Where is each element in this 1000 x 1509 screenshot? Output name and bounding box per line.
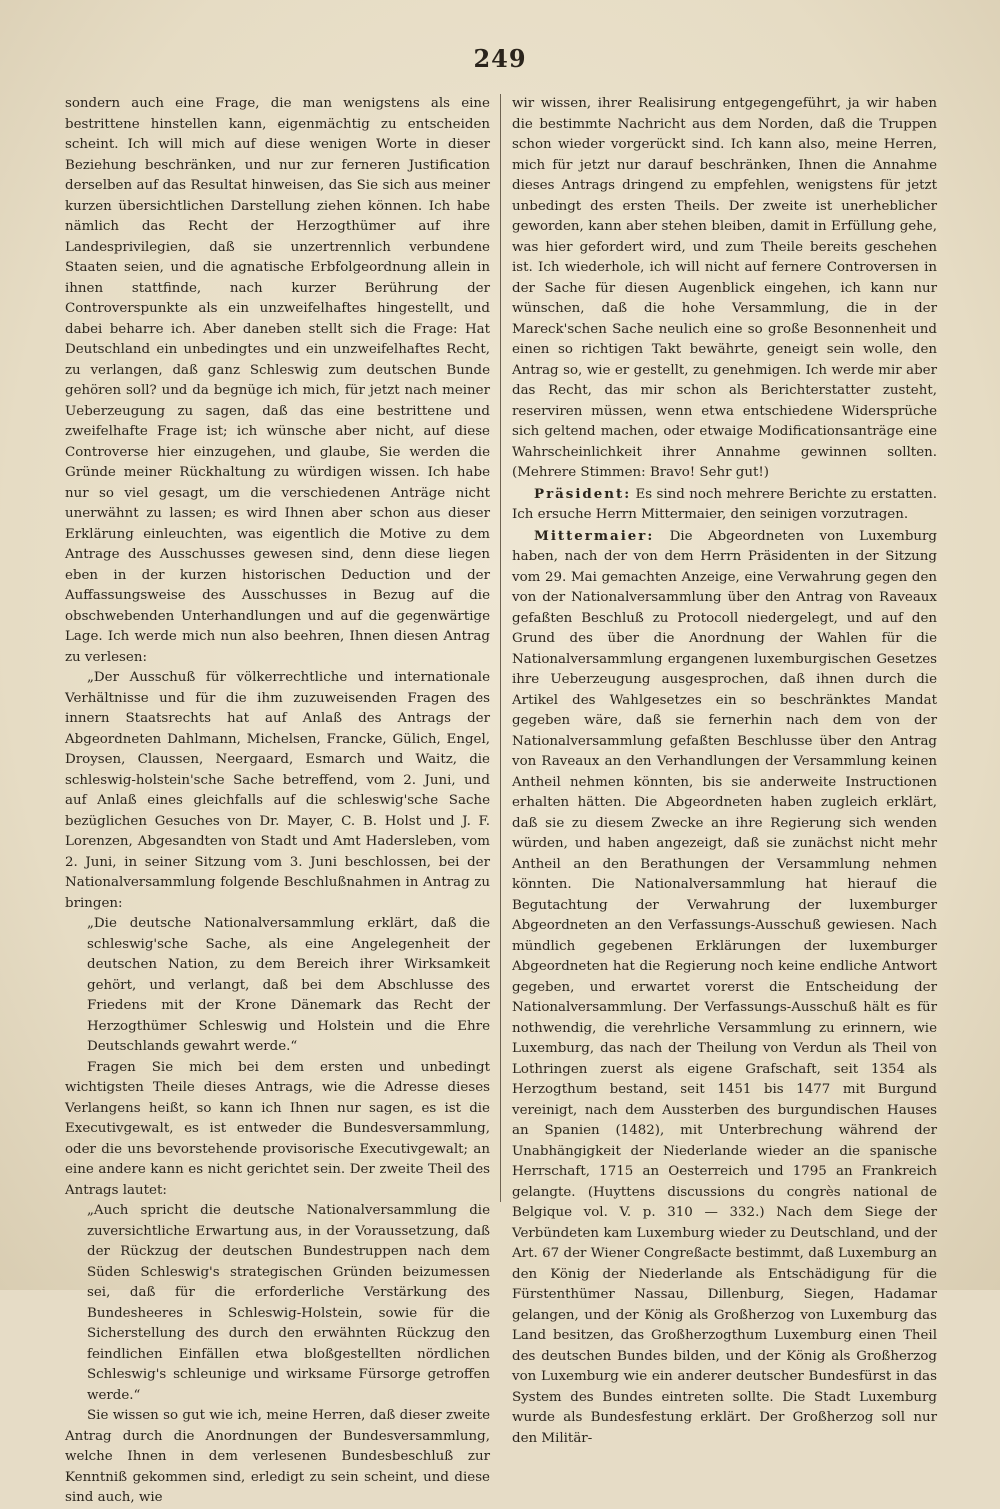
paragraph-right-2 [512,526,937,1450]
paragraph-left-2: „Die deutsche Nationalversammlung erklärt, daß die schleswig'sche Sache, als eine Angelegenheit der deutschen Nation, zu dem Bereich ihrer Wirksamkeit gehört, und verlangt, daß bei dem Abschlusse des Friedens mit der Krone Dänemark das Recht der Herzogthümer Schleswig und Holstein und die Ehre Deutschlands gewahrt werde.“ [87,916,490,1054]
paragraph-left-1: „Der Ausschuß für völkerrechtliche und internationale Verhältnisse und für die ihm zuzuweisenden Fragen des innern Staatsrechts hat auf Anlaß des Antrags der Abgeordneten Dahlmann, Michelsen, Francke, Gülich, Engel, Droysen, Claussen, Neergaard, Esmarch und Waitz, die schleswig-holstein'sche Sache betreffend, vom 2. Juni, und auf Anlaß eines gleichfalls auf die schleswig'sche Sache bezüglichen Gesuches von Dr. Mayer, C. B. Holst und J. F. Lorenzen, Abgesandten von Stadt und Amt Hadersleben, vom 2. Juni, in seiner Sitzung vom 3. Juni beschlossen, bei der Nationalversammlung folgende Beschlußnahmen in Antrag zu bringen: [65,670,490,911]
right-column [512,94,937,1449]
left-column [65,94,490,1509]
paragraph-right-1 [512,484,937,526]
column-divider [500,94,501,1202]
speaker-name: Mittermaier: [534,527,655,544]
speaker-name: Präsident: [534,485,632,502]
speech-text: Es sind noch mehrere Berichte zu erstatten. Ich ersuche Herrn Mittermaier, den seinigen vorzutragen. [512,486,937,522]
paragraph-left-4: „Auch spricht die deutsche Nationalversammlung die zuversichtliche Erwartung aus, in der Voraussetzung, daß der Rückzug der deutschen Bundestruppen nach dem Süden Schleswig's strategischen Gründen beizumessen sei, daß für die erforderliche Verstärkung des Bundesheeres in Schleswig-Holstein, sowie für die Sicherstellung des durch den erwähnten Rückzug den feindlichen Einfällen etwa bloßgestellten nördlichen Schleswig's schleunige und wirksame Fürsorge getroffen werde.“ [87,1203,490,1403]
page-number: 249 [473,44,527,73]
paragraph-left-0: sondern auch eine Frage, die man wenigstens als eine bestrittene hinstellen kann, eigenmächtig zu entscheiden scheint. Ich will mich auf diese wenigen Worte in dieser Beziehung beschränken, und nur zur ferneren Justification derselben auf das Resultat hinweisen, das Sie sich aus meiner kurzen übersichtlichen Darstellung ziehen können. Ich habe nämlich das Recht der Herzogthümer auf ihre Landesprivilegien, daß sie unzertrennlich verbundene Staaten seien, und die agnatische Erbfolgeordnung allein in ihnen stattfinde, nach kurzer Berührung der Controverspunkte als ein unzweifelhaftes hingestellt, und dabei beharre ich. Aber daneben stellt sich die Frage: Hat Deutschland ein unbedingtes und ein unzweifelhaftes Recht, zu verlangen, daß ganz Schleswig zum deutschen Bunde gehören soll? und da begnüge ich mich, für jetzt nach meiner Ueberzeugung zu sagen, daß das eine bestrittene und zweifelhafte Frage ist; ich wünsche aber nicht, auf diese Controverse hier einzugehen, und glaube, Sie werden die Gründe meiner Rückhaltung zu würdigen wissen. Ich habe nur so viel gesagt, um die verschiedenen Anträge nicht unerwähnt zu lassen; es wird Ihnen aber schon aus dieser Erklärung einleuchten, was eigentlich die Motive zu dem Antrage des Ausschusses gewesen sind, denn diese liegen eben in der kurzen historischen Deduction und der Auffassungsweise des Ausschusses in Bezug auf die obschwebenden Unterhandlungen und auf die gegenwärtige Lage. Ich werde mich nun also beehren, Ihnen diesen Antrag zu verlesen: [65,96,490,665]
paragraph-left-5: Sie wissen so gut wie ich, meine Herren, daß dieser zweite Antrag durch die Anordnungen der Bundesversammlung, welche Ihnen in dem verlesenen Bundesbeschluß zur Kenntniß gekommen sind, erledigt zu sein scheint, und diese sind auch, wie [65,1408,490,1505]
paragraph-right-0: wir wissen, ihrer Realisirung entgegengeführt, ja wir haben die bestimmte Nachricht aus dem Norden, daß die Truppen schon wieder vorgerückt sind. Ich kann also, meine Herren, mich für jetzt nur darauf beschränken, Ihnen die Annahme dieses Antrags dringend zu empfehlen, wenigstens für jetzt unbedingt des ersten Theils. Der zweite ist unerheblicher geworden, kann aber stehen bleiben, damit in Erfüllung gehe, was hier gefordert wird, und zum Theile bereits geschehen ist. Ich wiederhole, ich will nicht auf fernere Controversen in der Sache für diesen Augenblick eingehen, ich kann nur wünschen, daß die hohe Versammlung, die in der Mareck'schen Sache neulich eine so große Besonnenheit und einen so richtigen Takt bewährte, geneigt sein wolle, den Antrag so, wie er gestellt, zu genehmigen. Ich werde mir aber das Recht, das mir schon als Berichterstatter zusteht, reserviren müssen, wenn etwa entschiedene Widersprüche sich geltend machen, oder etwaige Modificationsanträge eine Wahrscheinlichkeit ihrer Annahme gewinnen sollten. (Mehrere Stimmen: Bravo! Sehr gut!) [512,96,937,480]
speech-text: Die Abgeordneten von Luxemburg haben, nach der von dem Herrn Präsidenten in der Sitzung vom 29. Mai gemachten Anzeige, eine Verwahrung gegen den von der Nationalversammlung über den Antrag von Raveaux gefaßten Beschluß zu Protocoll niedergelegt, und auf den Grund des über die Anordnung der Wahlen für die Nationalversammlung ergangenen luxemburgischen Gesetzes ihre Ueberzeugung ausgesprochen, daß ihnen durch die Artikel des Wahlgesetzes ein so beschränktes Mandat gegeben wäre, daß sie fernerhin nach dem von der Nationalversammlung gefaßten Beschlusse über den Antrag von Raveaux an den Verhandlungen der Versammlung keinen Antheil nehmen könnten, bis sie anderweite Instructionen erhalten hätten. Die Abgeordneten haben zugleich erklärt, daß sie zu diesem Zwecke an ihre Regierung sich wenden würden, und haben angezeigt, daß sie zunächst nicht mehr Antheil an den Berathungen der Versammlung nehmen könnten. Die Nationalversammlung hat hierauf die Begutachtung der Verwahrung der luxemburger Abgeordneten an den Verfassungs-Ausschuß gewiesen. Nach mündlich gegebenen Erklärungen der luxemburger Abgeordneten hat die Regierung noch keine endliche Antwort gegeben, und erwartet vorerst die Entscheidung der Nationalversammlung. Der Verfassungs-Ausschuß hält es für nothwendig, die verehrliche Versammlung zu erinnern, wie Luxemburg, das nach der Theilung von Verdun als Theil von Lothringen zuerst als eigene Grafschaft, seit 1354 als Herzogthum bestand, seit 1451 bis 1477 mit Burgund vereinigt, nach dem Aussterben des burgundischen Hauses an Spanien (1482), mit Unterbrechung während der Unabhängigkeit der Niederlande wieder an die spanische Herrschaft, 1715 an Oesterreich und 1795 an Frankreich gelangte. (Huyttens discussions du congrès national de Belgique vol. V. p. 310 — 332.) Nach dem Siege der Verbündeten kam Luxemburg wieder zu Deutschland, und der Art. 67 der Wiener Congreßacte bestimmt, daß Luxemburg an den König der Niederlande als Entschädigung für die Fürstenthümer Nassau, Dillenburg, Siegen, Hadamar gelangen, und der König als Großherzog von Luxemburg das Land besitzen, das Großherzogthum Luxemburg einen Theil des deutschen Bundes bilden, und der König als Großherzog von Luxemburg wie ein anderer deutscher Bundesfürst in das System des Bundes eintreten sollte. Die Stadt Luxemburg wurde als Bundesfestung erklärt. Der Großherzog soll nur den Militär- [512,528,937,1446]
paragraph-left-3: Fragen Sie mich bei dem ersten und unbedingt wichtigsten Theile dieses Antrags, wie die Adresse dieses Verlangens heißt, so kann ich Ihnen nur sagen, es ist die Executivgewalt, es ist entweder die Bundesversammlung, oder die uns bevorstehende provisorische Executivgewalt; an eine andere kann es nicht gerichtet sein. Der zweite Theil des Antrags lautet: [65,1059,490,1198]
